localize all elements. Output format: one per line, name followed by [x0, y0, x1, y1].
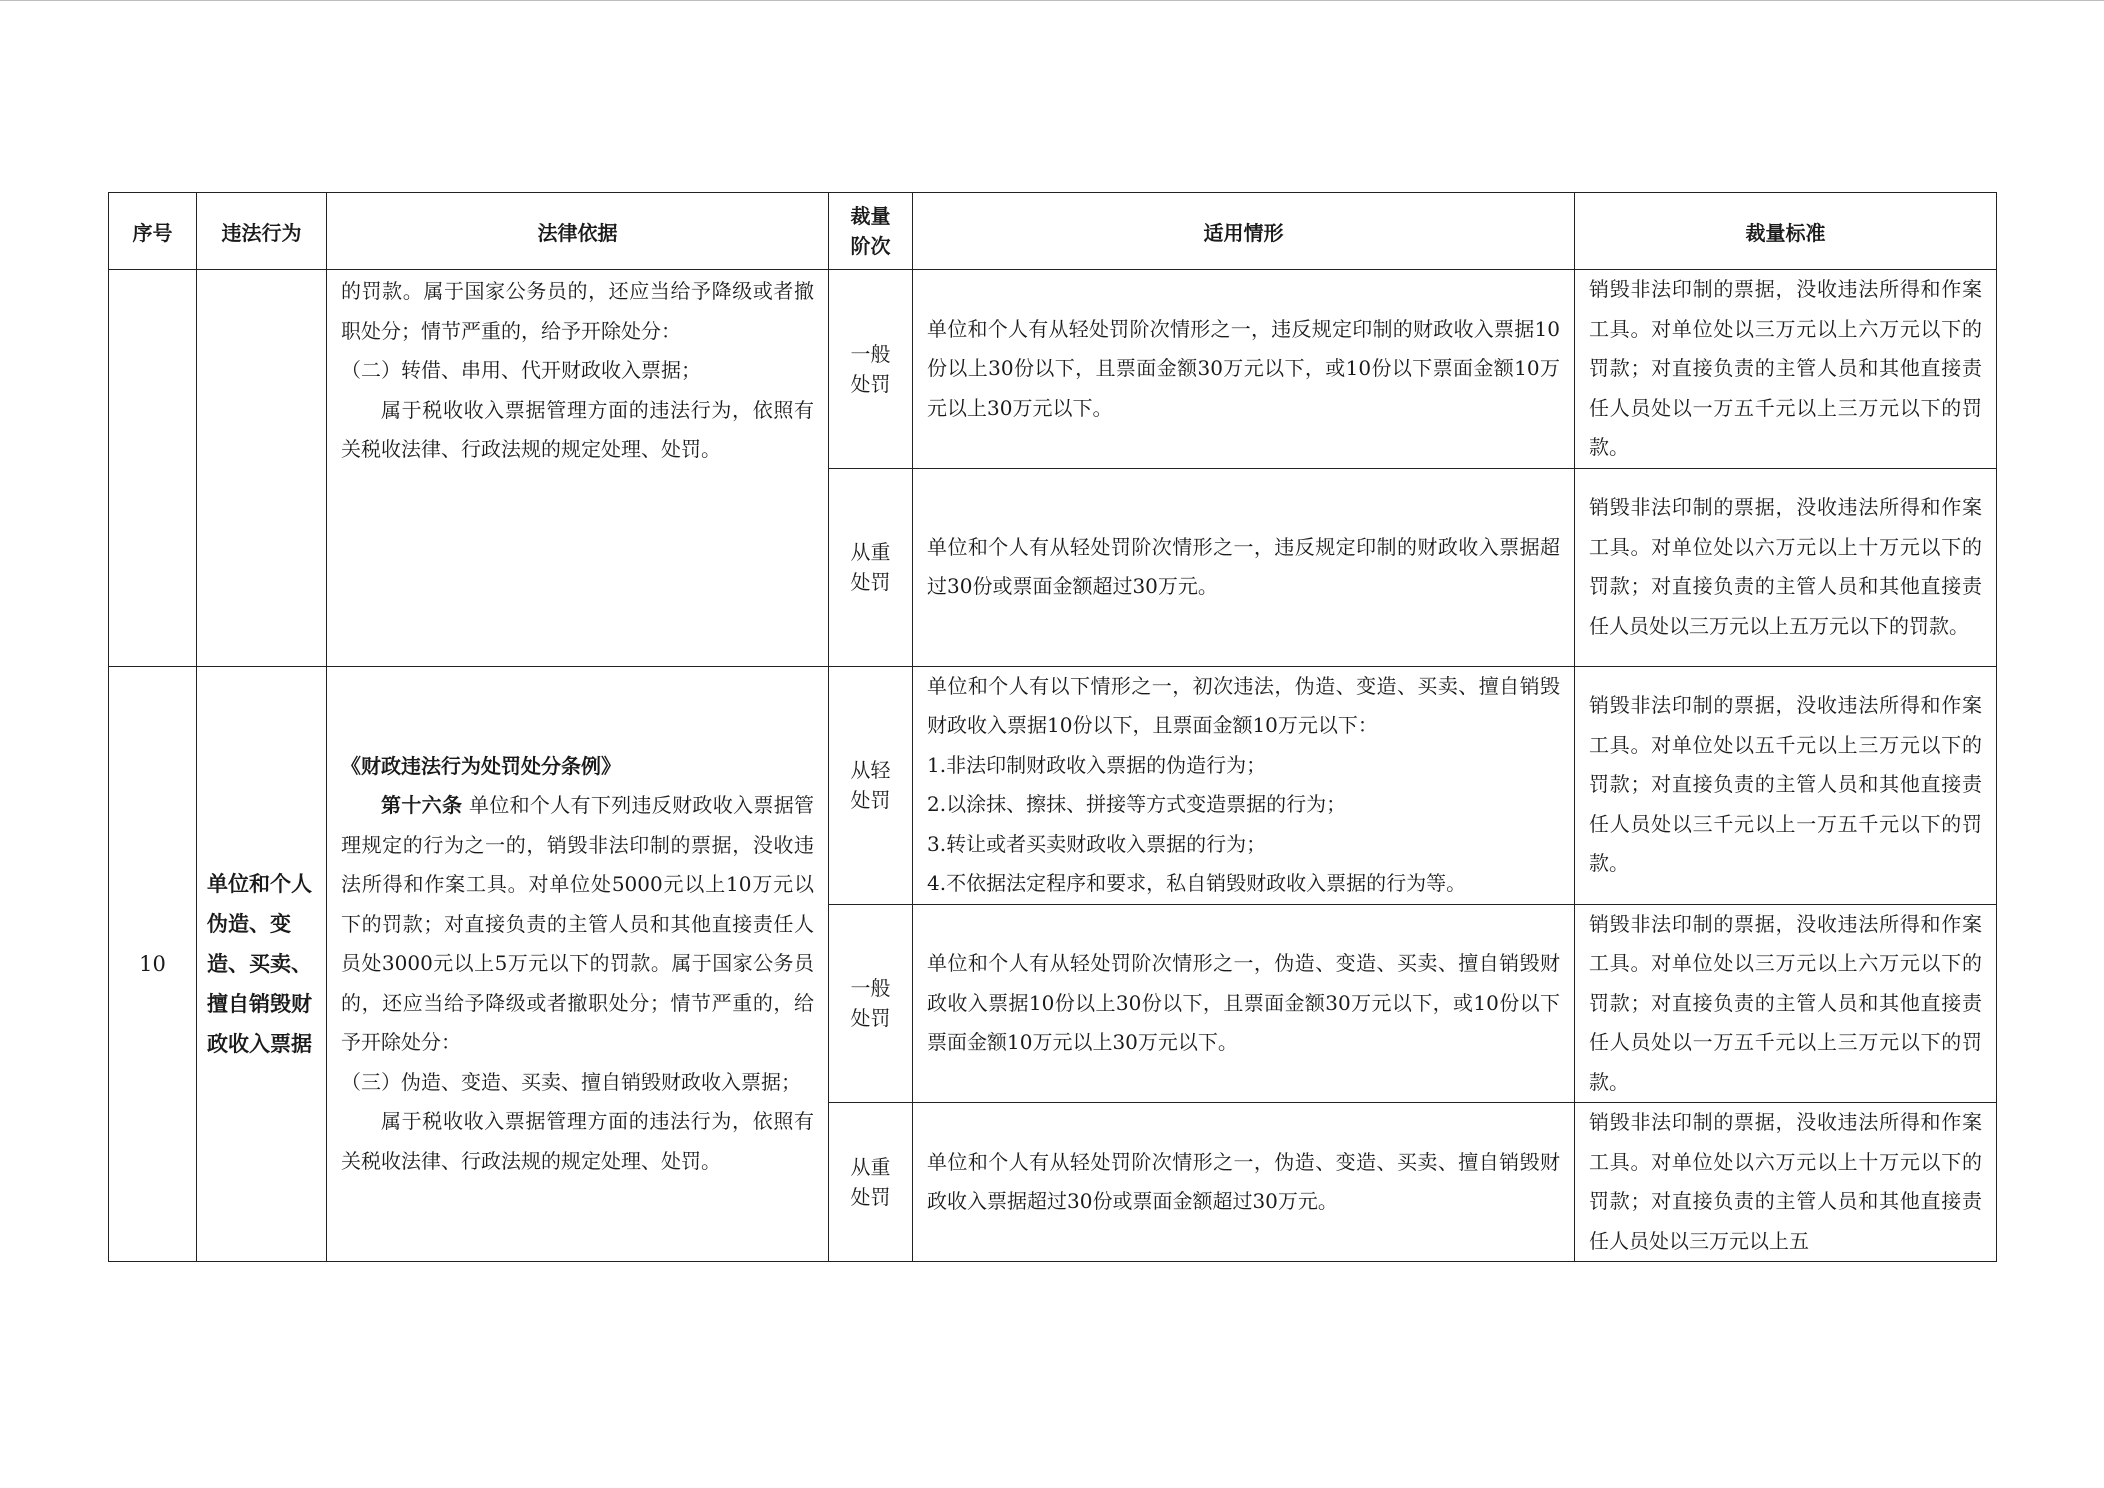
- basis-paragraph: [341, 786, 814, 1063]
- situation-line: 单位和个人有从轻处罚阶次情形之一，伪造、变造、买卖、擅自销毁财政收入票据超过30份或票面金额超过30万元。: [927, 1149, 1560, 1213]
- standard-cell: 销毁非法印制的票据，没收违法所得和作案工具。对单位处以六万元以上十万元以下的罚款；对直接负责的主管人员和其他直接责任人员处以三万元以上五: [1575, 1103, 1997, 1262]
- situation-line: 4.不依据法定程序和要求，私自销毁财政收入票据的行为等。: [927, 871, 1467, 895]
- situation-cell: [913, 1103, 1575, 1262]
- table-row: [109, 666, 1997, 904]
- table-header-row: [109, 193, 1997, 270]
- standard-cell: 销毁非法印制的票据，没收违法所得和作案工具。对单位处以三万元以上六万元以下的罚款；对直接负责的主管人员和其他直接责任人员处以一万五千元以上三万元以下的罚款。: [1575, 904, 1997, 1103]
- basis-paragraph: （三）伪造、变造、买卖、擅自销毁财政收入票据；: [341, 1069, 801, 1094]
- situation-line: 1.非法印制财政收入票据的伪造行为；: [927, 752, 1267, 777]
- tier-cell: 一般处罚: [829, 904, 913, 1103]
- situation-line: 单位和个人有从轻处罚阶次情形之一，伪造、变造、买卖、擅自销毁财政收入票据10份以上30份以下，且票面金额30万元以下，或10份以下票面金额10万元以上30万元以下。: [927, 951, 1560, 1054]
- header-situation: 适用情形: [913, 193, 1575, 270]
- basis-paragraph: 的罚款。属于国家公务员的，还应当给予降级或者撤职处分；情节严重的，给予开除处分：: [341, 279, 814, 343]
- act-cell: [197, 270, 327, 667]
- seq-cell: [109, 270, 197, 667]
- standard-cell: 销毁非法印制的票据，没收违法所得和作案工具。对单位处以五千元以上三万元以下的罚款；对直接负责的主管人员和其他直接责任人员处以三千元以上一万五千元以下的罚款。: [1575, 666, 1997, 904]
- header-standard: 裁量标准: [1575, 193, 1997, 270]
- basis-paragraph: 属于税收收入票据管理方面的违法行为，依照有关税收法律、行政法规的规定处理、处罚。: [341, 397, 814, 461]
- article-text: 单位和个人有下列违反财政收入票据管理规定的行为之一的，销毁非法印制的票据，没收违法所得和作案工具。对单位处5000元以上10万元以下的罚款；对直接负责的主管人员和其他直接责任人员处3000元以上5万元以下的罚款。属于国家公务员的，还应当给予降级或者撤职处分；情节严重的，给予开除处分：: [341, 793, 815, 1054]
- legal-basis-cell: [327, 666, 829, 1262]
- page-top-rule: [0, 0, 2104, 1]
- regulation-title: 《财政违法行为处罚处分条例》: [341, 753, 621, 778]
- header-act: 违法行为: [197, 193, 327, 270]
- legal-basis-cell: [327, 270, 829, 667]
- header-seq: 序号: [109, 193, 197, 270]
- situation-line: 3.转让或者买卖财政收入票据的行为；: [927, 831, 1267, 856]
- seq-cell: 10: [109, 666, 197, 1262]
- standard-cell: 销毁非法印制的票据，没收违法所得和作案工具。对单位处以三万元以上六万元以下的罚款；对直接负责的主管人员和其他直接责任人员处以一万五千元以上三万元以下的罚款。: [1575, 270, 1997, 469]
- tier-cell: 从重处罚: [829, 1103, 913, 1262]
- tier-cell: 从轻处罚: [829, 666, 913, 904]
- standard-cell: 销毁非法印制的票据，没收违法所得和作案工具。对单位处以六万元以上十万元以下的罚款；对直接负责的主管人员和其他直接责任人员处以三万元以上五万元以下的罚款。: [1575, 468, 1997, 666]
- tier-cell: 从重处罚: [829, 468, 913, 666]
- act-cell: 单位和个人伪造、变造、买卖、擅自销毁财政收入票据: [197, 666, 327, 1262]
- article-label: 第十六条: [381, 793, 463, 817]
- situation-cell: 单位和个人有从轻处罚阶次情形之一，违反规定印制的财政收入票据超过30份或票面金额超过30万元。: [913, 468, 1575, 666]
- header-basis: 法律依据: [327, 193, 829, 270]
- situation-cell: [913, 666, 1575, 904]
- situation-cell: 单位和个人有从轻处罚阶次情形之一，违反规定印制的财政收入票据10份以上30份以下，且票面金额30万元以下，或10份以下票面金额10万元以上30万元以下。: [913, 270, 1575, 469]
- basis-paragraph: （二）转借、串用、代开财政收入票据；: [341, 358, 701, 382]
- penalty-discretion-table: [108, 192, 1997, 1262]
- header-tier: 裁量阶次: [829, 193, 913, 270]
- situation-line: 单位和个人有以下情形之一，初次违法，伪造、变造、买卖、擅自销毁财政收入票据10份以下，且票面金额10万元以下：: [927, 673, 1560, 737]
- situation-line: 2.以涂抹、擦抹、拼接等方式变造票据的行为；: [927, 792, 1347, 816]
- basis-paragraph: 属于税收收入票据管理方面的违法行为，依照有关税收法律、行政法规的规定处理、处罚。: [341, 1109, 814, 1173]
- tier-cell: 一般处罚: [829, 270, 913, 469]
- situation-cell: [913, 904, 1575, 1103]
- table-row: [109, 270, 1997, 469]
